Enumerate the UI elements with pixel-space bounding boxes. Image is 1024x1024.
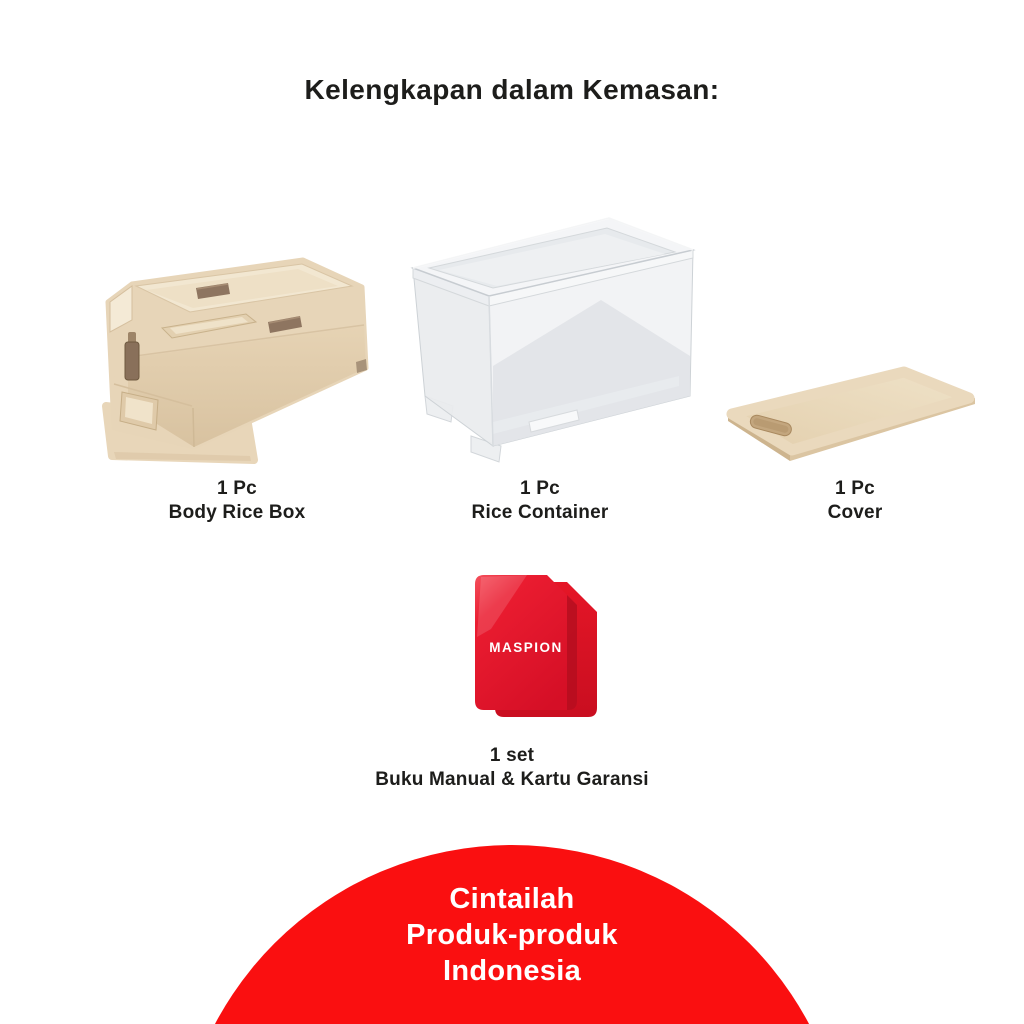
label-cover: [695, 477, 1015, 524]
item-name: Buku Manual & Kartu Garansi: [375, 768, 649, 790]
brand-logo-text: MASPION: [489, 640, 563, 655]
label-manual-warranty: [292, 744, 732, 791]
item-quantity: 1 set: [489, 745, 535, 766]
slogan-line: Cintailah: [449, 883, 575, 915]
item-quantity: 1 Pc: [217, 478, 257, 499]
rice-container-illustration: [409, 214, 701, 464]
label-rice-container: [380, 477, 700, 524]
item-quantity: 1 Pc: [520, 478, 560, 499]
product-image-cover: [716, 358, 978, 466]
label-body-rice-box: [77, 477, 397, 524]
footer-red-dome: [176, 845, 848, 1024]
item-name: Rice Container: [471, 501, 609, 523]
item-name: Body Rice Box: [168, 501, 306, 523]
rice-box-body-illustration: [98, 256, 382, 468]
product-image-body-rice-box: [98, 256, 382, 468]
product-image-manual-books: [469, 569, 611, 729]
page-title: Kelengkapan dalam Kemasan:: [304, 74, 720, 105]
product-image-rice-container: [409, 214, 701, 464]
item-name: Cover: [827, 501, 883, 523]
footer-slogan: [176, 881, 848, 989]
slogan-line: Indonesia: [442, 955, 582, 987]
manual-warranty-books-illustration: [469, 569, 611, 729]
cover-illustration: [716, 358, 978, 466]
slogan-line: Produk-produk: [406, 919, 618, 951]
cover-top-face: [732, 372, 969, 450]
item-quantity: 1 Pc: [835, 478, 875, 499]
